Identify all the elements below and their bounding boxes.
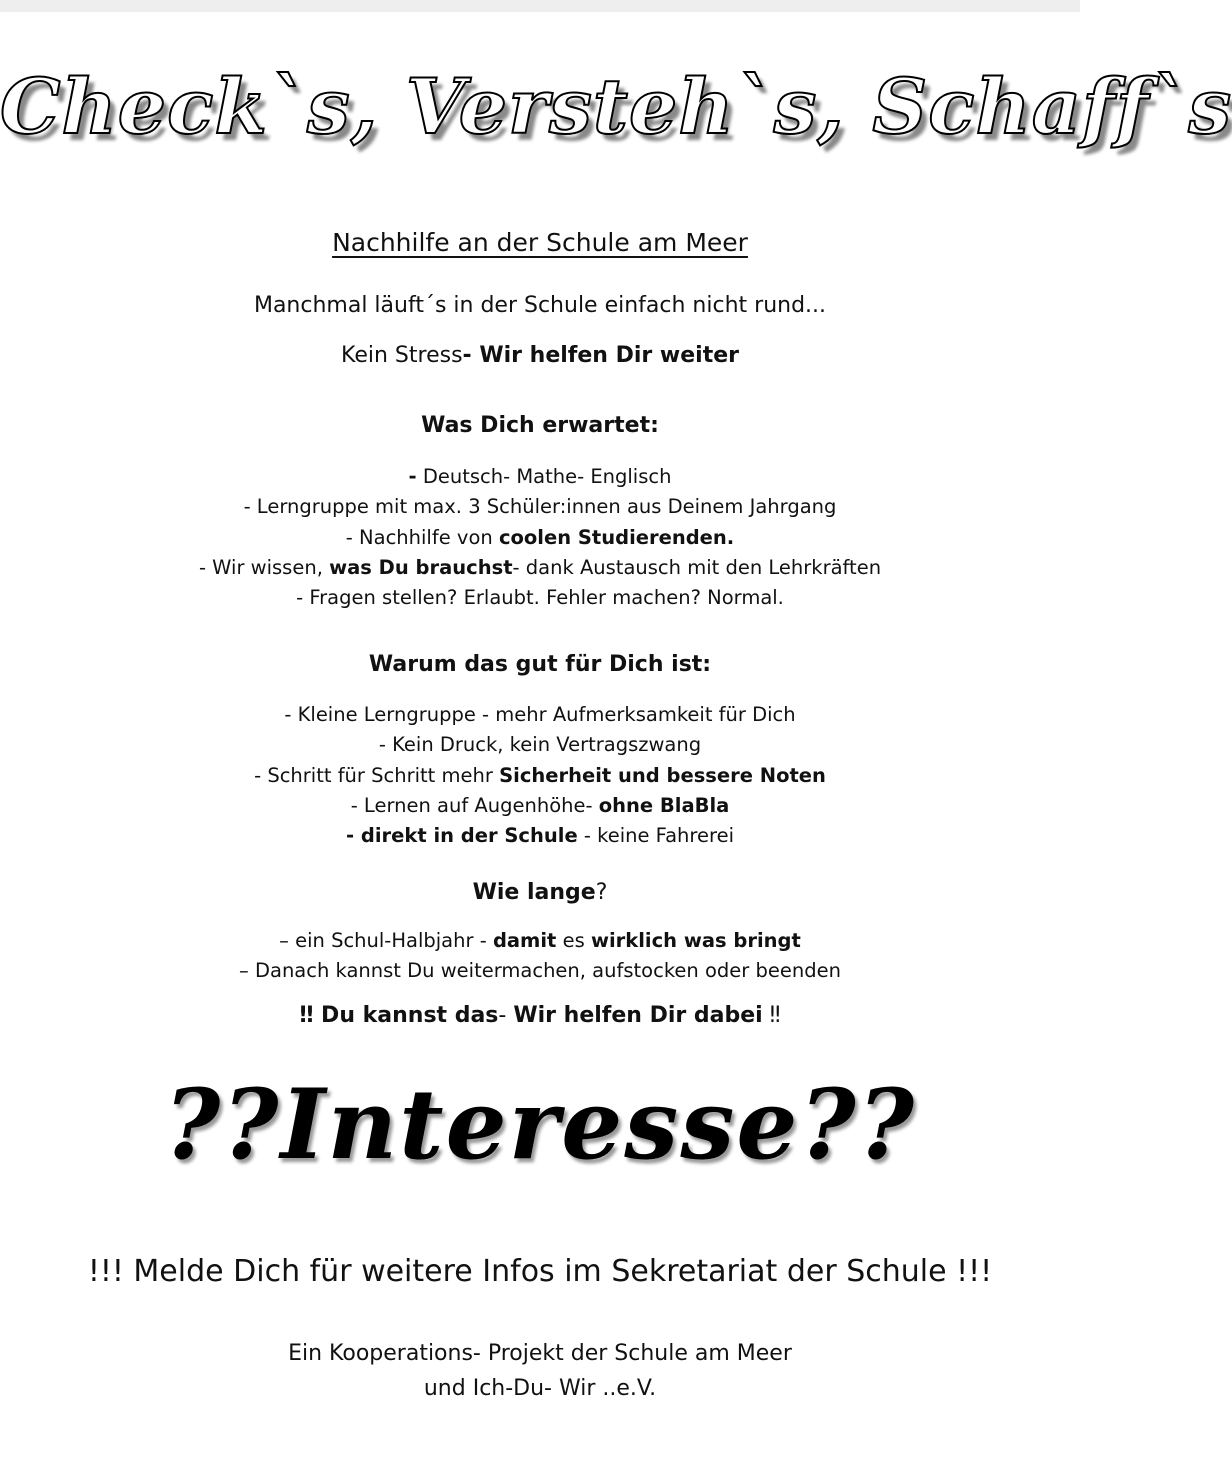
- list-item: [0, 761, 1080, 791]
- list-item-text: - Wir wissen,: [198, 555, 330, 579]
- closing-mid: -: [498, 1003, 514, 1028]
- list-item-text: - Lernen auf Augenhöhe-: [350, 793, 599, 817]
- list-item: [0, 821, 1080, 851]
- list-item-bold: was Du brauchst: [329, 555, 513, 579]
- list-item-bold: - direkt in der Schule: [346, 824, 578, 848]
- list-item-bold: damit: [492, 929, 557, 952]
- list-item: [0, 553, 1080, 583]
- list-item-bold: Sicherheit und bessere Noten: [499, 763, 826, 787]
- list-item: – Danach kannst Du weitermachen, aufstocken oder beenden: [239, 959, 841, 983]
- subtitle: Nachhilfe an der Schule am Meer: [332, 228, 748, 257]
- expect-list: [0, 462, 1080, 613]
- list-item-text: es: [556, 929, 591, 952]
- list-item-bold: coolen Studierenden.: [498, 525, 735, 549]
- interest-heading: ??Interesse??: [164, 1068, 916, 1181]
- closing-bold-2: Wir helfen Dir dabei: [513, 1003, 763, 1028]
- contact-call: !!! Melde Dich für weitere Infos im Sekretariat der Schule !!!: [87, 1254, 993, 1289]
- section-heading-duration: [0, 880, 1080, 905]
- closing-bold-1: ‼ Du kannst das: [299, 1003, 499, 1028]
- list-item: - Lerngruppe mit max. 3 Schüler:innen aus Deinem Jahrgang: [243, 495, 837, 519]
- duration-list: [0, 926, 1080, 987]
- duration-heading-rest: ?: [595, 880, 608, 905]
- duration-heading-bold: Wie lange: [472, 880, 596, 905]
- intro-text: Manchmal läuft´s in der Schule einfach nicht rund...: [253, 293, 827, 318]
- section-heading-benefits: Warum das gut für Dich ist:: [368, 652, 712, 677]
- list-item-bold: wirklich was bringt: [590, 929, 801, 952]
- page-title: Check`s, Versteh`s, Schaff`s: [0, 62, 1232, 151]
- closing-line: [0, 1003, 1080, 1028]
- footer-line-2: und Ich-Du- Wir ..e.V.: [423, 1376, 657, 1401]
- list-item-text: Deutsch- Mathe- Englisch: [416, 465, 672, 488]
- list-item: [0, 462, 1080, 492]
- list-item: [0, 926, 1080, 956]
- tagline-plain: Kein Stress: [341, 343, 463, 368]
- list-item-text: - keine Fahrerei: [577, 824, 734, 848]
- list-item-text: - dank Austausch mit den Lehrkräften: [512, 555, 882, 579]
- footer-line-1: Ein Kooperations- Projekt der Schule am Meer: [288, 1341, 792, 1366]
- list-item: [0, 523, 1080, 553]
- list-item-text: - Nachhilfe von: [345, 525, 499, 549]
- tagline: [0, 343, 1080, 368]
- section-heading-expect: Was Dich erwartet:: [421, 413, 659, 438]
- benefits-list: [0, 700, 1080, 851]
- list-item: - Fragen stellen? Erlaubt. Fehler machen? Normal.: [296, 586, 784, 610]
- closing-end: ‼: [762, 1003, 781, 1028]
- footer: [0, 1336, 1080, 1406]
- list-item-text: - Schritt für Schritt mehr: [254, 763, 500, 787]
- list-item-text: – ein Schul-Halbjahr -: [279, 929, 493, 952]
- list-item: - Kein Druck, kein Vertragszwang: [378, 733, 702, 757]
- tagline-bold: - Wir helfen Dir weiter: [462, 343, 739, 368]
- list-item: - Kleine Lerngruppe - mehr Aufmerksamkeit für Dich: [284, 703, 796, 726]
- top-bar: [0, 0, 1080, 12]
- bullet: -: [408, 465, 417, 488]
- list-item-bold: ohne BlaBla: [598, 793, 730, 817]
- list-item: [0, 791, 1080, 821]
